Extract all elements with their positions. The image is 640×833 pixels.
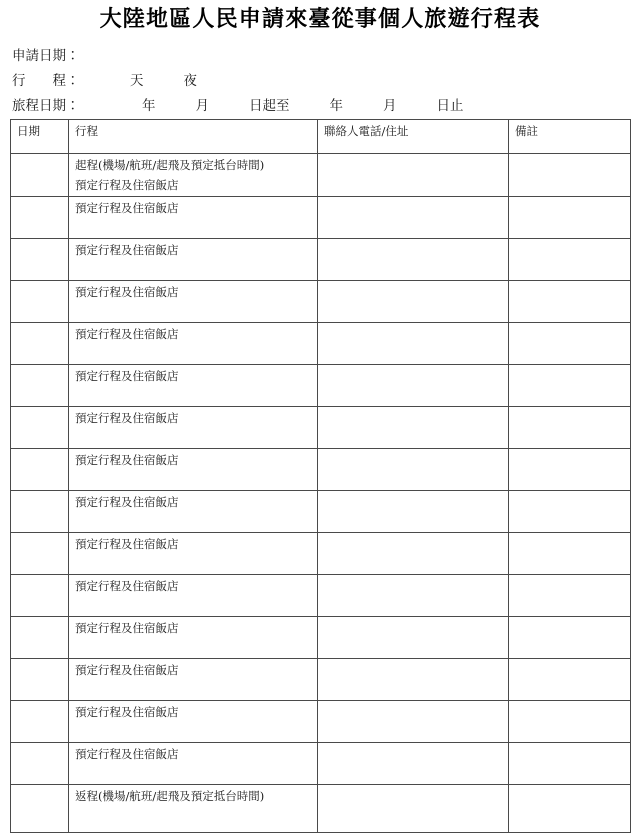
column-header-contact: 聯絡人電話/住址 (318, 120, 509, 154)
itinerary-line: 預定行程及住宿飯店 (75, 705, 179, 719)
cell-note[interactable] (509, 154, 631, 197)
cell-itinerary[interactable] (69, 701, 318, 743)
cell-contact[interactable] (318, 407, 509, 449)
itinerary-line: 預定行程及住宿飯店 (75, 201, 179, 215)
table-row (11, 407, 631, 449)
cell-note[interactable] (509, 239, 631, 281)
travel-dates-line (12, 94, 628, 119)
column-header-note: 備註 (509, 120, 631, 154)
trip-length-line (12, 69, 628, 94)
cell-date[interactable] (11, 617, 69, 659)
cell-itinerary[interactable] (69, 154, 318, 197)
cell-contact[interactable] (318, 659, 509, 701)
table-row (11, 617, 631, 659)
itinerary-line: 返程(機場/航班/起飛及預定抵台時間) (75, 789, 265, 803)
itinerary-line: 預定行程及住宿飯店 (75, 178, 179, 192)
column-header-date: 日期 (11, 120, 69, 154)
table-row (11, 449, 631, 491)
cell-date[interactable] (11, 449, 69, 491)
cell-note[interactable] (509, 785, 631, 833)
table-row (11, 701, 631, 743)
itinerary-line: 預定行程及住宿飯店 (75, 621, 179, 635)
cell-contact[interactable] (318, 785, 509, 833)
cell-contact[interactable] (318, 197, 509, 239)
table-row (11, 533, 631, 575)
cell-note[interactable] (509, 491, 631, 533)
cell-itinerary[interactable] (69, 785, 318, 833)
trip-nights-unit: 夜 (183, 73, 197, 89)
page-title: 大陸地區人民申請來臺從事個人旅遊行程表 (99, 6, 541, 32)
table-row (11, 323, 631, 365)
application-date-label: 申請日期： (12, 48, 80, 64)
trip-length-label: 行 程： (12, 73, 80, 89)
itinerary-line: 預定行程及住宿飯店 (75, 285, 179, 299)
start-day-unit: 日起至 (249, 98, 290, 114)
cell-date[interactable] (11, 154, 69, 197)
cell-date[interactable] (11, 533, 69, 575)
application-date-line (12, 44, 628, 69)
cell-note[interactable] (509, 365, 631, 407)
itinerary-line: 預定行程及住宿飯店 (75, 243, 179, 257)
table-row (11, 743, 631, 785)
cell-note[interactable] (509, 575, 631, 617)
table-header (11, 120, 631, 154)
cell-note[interactable] (509, 743, 631, 785)
table-row (11, 197, 631, 239)
end-year-unit: 年 (329, 98, 343, 114)
cell-date[interactable] (11, 785, 69, 833)
table-row (11, 154, 631, 197)
start-year-unit: 年 (142, 98, 156, 114)
cell-itinerary[interactable] (69, 743, 318, 785)
cell-contact[interactable] (318, 449, 509, 491)
itinerary-line: 預定行程及住宿飯店 (75, 453, 179, 467)
itinerary-line: 預定行程及住宿飯店 (75, 537, 179, 551)
itinerary-line: 預定行程及住宿飯店 (75, 747, 179, 761)
column-header-itinerary: 行程 (69, 120, 318, 154)
itinerary-line: 預定行程及住宿飯店 (75, 411, 179, 425)
cell-contact[interactable] (318, 701, 509, 743)
cell-note[interactable] (509, 659, 631, 701)
itinerary-line: 預定行程及住宿飯店 (75, 663, 179, 677)
end-day-unit: 日止 (436, 98, 464, 114)
cell-itinerary[interactable] (69, 365, 318, 407)
itinerary-line: 預定行程及住宿飯店 (75, 579, 179, 593)
cell-contact[interactable] (318, 154, 509, 197)
cell-note[interactable] (509, 407, 631, 449)
cell-note[interactable] (509, 617, 631, 659)
cell-note[interactable] (509, 533, 631, 575)
itinerary-table (10, 119, 631, 833)
cell-contact[interactable] (318, 281, 509, 323)
table-row (11, 491, 631, 533)
cell-note[interactable] (509, 701, 631, 743)
cell-contact[interactable] (318, 617, 509, 659)
cell-contact[interactable] (318, 365, 509, 407)
table-row (11, 239, 631, 281)
cell-itinerary[interactable] (69, 323, 318, 365)
table-row (11, 365, 631, 407)
cell-itinerary[interactable] (69, 617, 318, 659)
cell-date[interactable] (11, 365, 69, 407)
table-row (11, 281, 631, 323)
cell-contact[interactable] (318, 239, 509, 281)
table-row (11, 575, 631, 617)
cell-itinerary[interactable] (69, 239, 318, 281)
itinerary-line: 預定行程及住宿飯店 (75, 495, 179, 509)
cell-itinerary[interactable] (69, 197, 318, 239)
start-month-unit: 月 (195, 98, 209, 114)
table-body (11, 154, 631, 833)
table-header-row (11, 120, 631, 154)
cell-date[interactable] (11, 701, 69, 743)
trip-days-unit: 天 (130, 73, 144, 89)
itinerary-line: 起程(機場/航班/起飛及預定抵台時間) (75, 158, 265, 172)
cell-date[interactable] (11, 743, 69, 785)
cell-date[interactable] (11, 239, 69, 281)
cell-note[interactable] (509, 197, 631, 239)
travel-dates-label: 旅程日期： (12, 98, 80, 114)
cell-contact[interactable] (318, 491, 509, 533)
cell-itinerary[interactable] (69, 281, 318, 323)
cell-itinerary[interactable] (69, 449, 318, 491)
cell-contact[interactable] (318, 575, 509, 617)
cell-note[interactable] (509, 449, 631, 491)
cell-contact[interactable] (318, 323, 509, 365)
cell-itinerary[interactable] (69, 491, 318, 533)
itinerary-line: 預定行程及住宿飯店 (75, 327, 179, 341)
cell-date[interactable] (11, 575, 69, 617)
cell-itinerary[interactable] (69, 659, 318, 701)
cell-date[interactable] (11, 281, 69, 323)
cell-date[interactable] (11, 659, 69, 701)
cell-contact[interactable] (318, 743, 509, 785)
form-header-fields (12, 44, 628, 119)
cell-itinerary[interactable] (69, 407, 318, 449)
cell-contact[interactable] (318, 533, 509, 575)
cell-date[interactable] (11, 197, 69, 239)
cell-itinerary[interactable] (69, 533, 318, 575)
cell-note[interactable] (509, 323, 631, 365)
cell-note[interactable] (509, 281, 631, 323)
table-row (11, 659, 631, 701)
cell-date[interactable] (11, 491, 69, 533)
cell-itinerary[interactable] (69, 575, 318, 617)
table-row (11, 785, 631, 833)
cell-date[interactable] (11, 323, 69, 365)
itinerary-line: 預定行程及住宿飯店 (75, 369, 179, 383)
end-month-unit: 月 (383, 98, 397, 114)
cell-date[interactable] (11, 407, 69, 449)
